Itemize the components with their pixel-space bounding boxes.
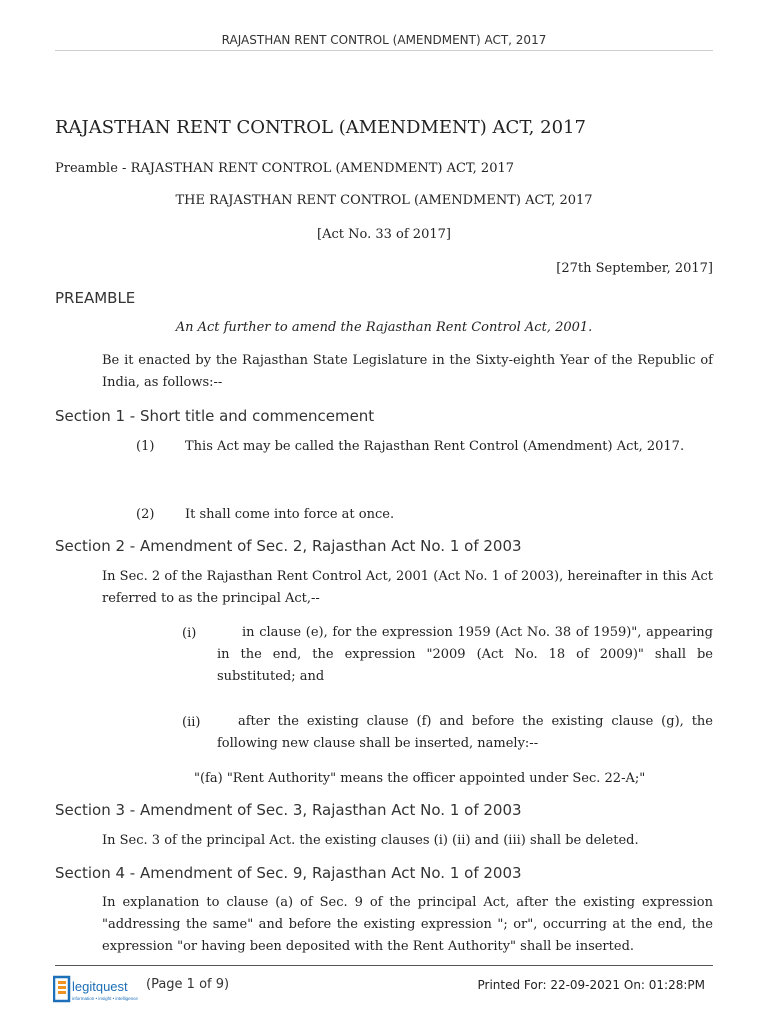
page-count: (Page 1 of 9) <box>146 977 230 992</box>
logo-bar <box>58 981 66 984</box>
section-2-item-i-number: (i) <box>182 626 197 641</box>
section-2-item-ii-number: (ii) <box>182 715 201 730</box>
section-4-text: In explanation to clause (a) of Sec. 9 of the principal Act, after the existing expression "addressing the same" and before the existing expression "; or", occurring at the end, the expression "or having been deposited with the Rent Authority" shall be inserted. <box>102 895 713 954</box>
inserted-clause-fa: "(fa) "Rent Authority" means the officer appointed under Sec. 22-A;" <box>194 771 646 786</box>
logo-bar <box>58 986 66 989</box>
logo-tagline: information • insight • intelligence <box>72 996 138 1001</box>
section-3-heading: Section 3 - Amendment of Sec. 3, Rajasthan Act No. 1 of 2003 <box>55 801 522 819</box>
section-1-item-2-number: (2) <box>136 507 155 522</box>
printed-for-stamp: Printed For: 22-09-2021 On: 01:28:PM <box>477 978 705 992</box>
section-4-heading: Section 4 - Amendment of Sec. 9, Rajasthan Act No. 1 of 2003 <box>55 864 522 882</box>
act-number: [Act No. 33 of 2017] <box>317 227 451 242</box>
section-2-item-i-text: in clause (e), for the expression 1959 (Act No. 38 of 1959)", appearing in the end, the expression "2009 (Act No. 18 of 2009)" shall be substituted; and <box>217 625 713 684</box>
section-1-item-1-number: (1) <box>136 439 155 454</box>
section-1-item-1-text: This Act may be called the Rajasthan Rent Control (Amendment) Act, 2017. <box>185 439 685 454</box>
running-header: RAJASTHAN RENT CONTROL (AMENDMENT) ACT, 2017 <box>221 33 547 47</box>
header-divider <box>55 50 713 51</box>
section-3-text: In Sec. 3 of the principal Act. the existing clauses (i) (ii) and (iii) shall be deleted. <box>102 833 639 848</box>
act-date: [27th September, 2017] <box>556 261 713 276</box>
long-title: An Act further to amend the Rajasthan Rent Control Act, 2001. <box>175 320 593 335</box>
section-1-heading: Section 1 - Short title and commencement <box>55 407 375 425</box>
section-1-item-2-text: It shall come into force at once. <box>185 507 395 522</box>
logo-wordmark: legitquest <box>72 979 128 994</box>
legitquest-logo <box>53 974 145 1004</box>
preamble-heading: PREAMBLE <box>55 289 136 307</box>
footer-divider <box>55 965 713 966</box>
section-2-intro: In Sec. 2 of the Rajasthan Rent Control Act, 2001 (Act No. 1 of 2003), hereinafter in this Act referred to as the principal Act,-- <box>102 569 713 606</box>
act-name: THE RAJASTHAN RENT CONTROL (AMENDMENT) ACT, 2017 <box>175 193 593 208</box>
preamble-line: Preamble - RAJASTHAN RENT CONTROL (AMENDMENT) ACT, 2017 <box>55 161 515 176</box>
logo-bar <box>58 991 66 994</box>
enacting-clause: Be it enacted by the Rajasthan State Legislature in the Sixty-eighth Year of the Republic of India, as follows:-- <box>102 353 713 390</box>
section-2-item-ii-text: after the existing clause (f) and before the existing clause (g), the following new clause shall be inserted, namely:-- <box>217 714 713 751</box>
section-2-heading: Section 2 - Amendment of Sec. 2, Rajasthan Act No. 1 of 2003 <box>55 537 522 555</box>
document-title: RAJASTHAN RENT CONTROL (AMENDMENT) ACT, 2017 <box>55 117 586 138</box>
